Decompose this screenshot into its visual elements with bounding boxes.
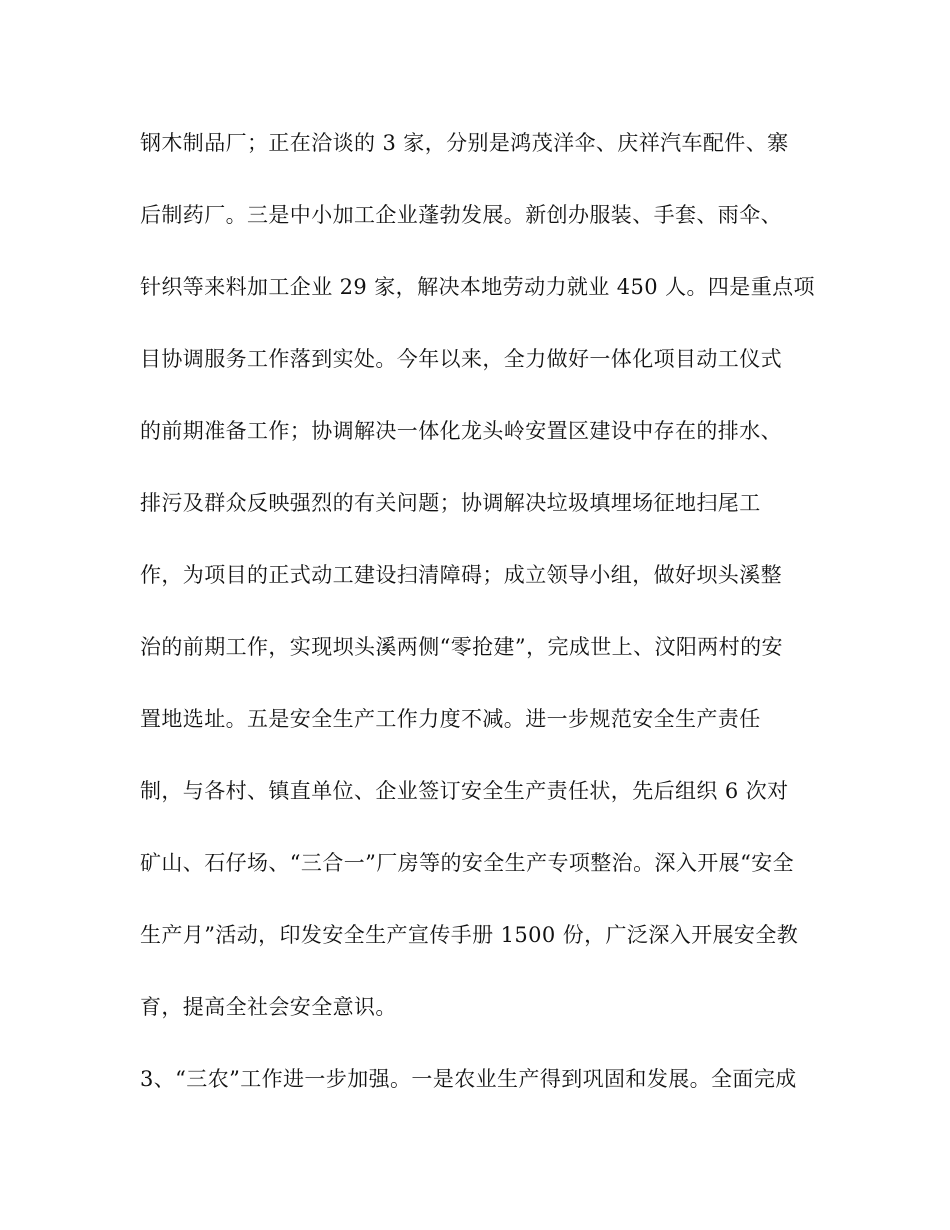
paragraph-line: 3、“三农”工作进一步加强。一是农业生产得到巩固和发展。全面完成 xyxy=(140,1067,797,1091)
paragraph-line: 置地选址。五是安全生产工作力度不减。进一步规范安全生产责任 xyxy=(140,707,761,731)
paragraph-line: 钢木制品厂；正在洽谈的 3 家，分别是鸿茂洋伞、庆祥汽车配件、寨 xyxy=(140,131,789,155)
paragraph-line: 育，提高全社会安全意识。 xyxy=(140,995,397,1019)
paragraph-line: 目协调服务工作落到实处。今年以来，全力做好一体化项目动工仪式 xyxy=(140,347,782,371)
paragraph-line: 生产月”活动，印发安全生产宣传手册 1500 份，广泛深入开展安全教 xyxy=(140,923,799,947)
paragraph-line: 后制药厂。三是中小加工企业蓬勃发展。新创办服装、手套、雨伞、 xyxy=(140,203,782,227)
paragraph-line: 针织等来料加工企业 29 家，解决本地劳动力就业 450 人。四是重点项 xyxy=(140,275,815,299)
paragraph-line: 制，与各村、镇直单位、企业签订安全生产责任状，先后组织 6 次对 xyxy=(140,779,789,803)
paragraph-line: 治的前期工作，实现坝头溪两侧“零抢建”，完成世上、汶阳两村的安 xyxy=(140,635,783,659)
paragraph-line: 排污及群众反映强烈的有关问题；协调解决垃圾填埋场征地扫尾工 xyxy=(140,491,761,515)
paragraph-line: 的前期准备工作；协调解决一体化龙头岭安置区建设中存在的排水、 xyxy=(140,419,782,443)
paragraph-line: 矿山、石仔场、“三合一”厂房等的安全生产专项整治。深入开展“安全 xyxy=(140,851,795,875)
paragraph-line: 作，为项目的正式动工建设扫清障碍；成立领导小组，做好坝头溪整 xyxy=(140,563,782,587)
